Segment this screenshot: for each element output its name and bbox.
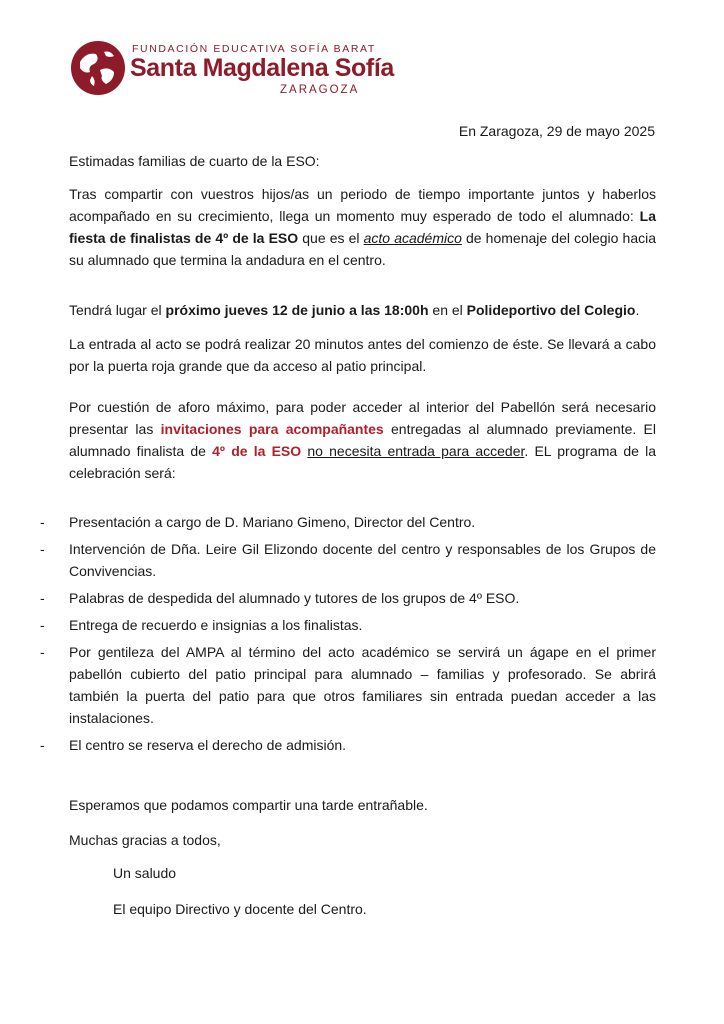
invitations-highlight: invitaciones para acompañantes	[160, 421, 384, 437]
greeting: Estimadas familias de cuarto de la ESO:	[69, 153, 320, 169]
bullet-dash: -	[40, 644, 45, 660]
thanks-line: Muchas gracias a todos,	[69, 832, 221, 848]
program-item: - Entrega de recuerdo e insignias a los finalistas.	[40, 614, 656, 636]
paragraph-when: Tendrá lugar el próximo jueves 12 de junio a las 18:00h en el Polideportivo del Colegio.	[69, 302, 640, 318]
bullet-dash: -	[40, 514, 45, 530]
academic-act: acto académico	[363, 230, 462, 246]
event-name: La fiesta de finalistas de 4º de la ESO	[69, 208, 656, 246]
program-item: - El centro se reserva el derecho de admisión.	[40, 734, 656, 756]
bullet-dash: -	[40, 590, 45, 606]
program-item: - Presentación a cargo de D. Mariano Gimeno, Director del Centro.	[40, 511, 656, 533]
closing-line: Esperamos que podamos compartir una tarde entrañable.	[69, 797, 428, 813]
paragraph-entrance: La entrada al acto se podrá realizar 20 minutos antes del comienzo de éste. Se llevará a cabo por la puerta roja grande que da acceso al patio principal.	[69, 336, 656, 374]
no-ticket-note: no necesita entrada para acceder	[307, 443, 525, 459]
city-name: ZARAGOZA	[280, 84, 360, 96]
paragraph-capacity: Por cuestión de aforo máximo, para poder acceder al interior del Pabellón será necesario presentar las invitaciones para acompañantes entregadas al alumnado previamente. El alumnado finalista de 4º de la ESO no necesita entrada para acceder. EL programa de la celebración será:	[69, 399, 657, 481]
program-item: - Palabras de despedida del alumnado y tutores de los grupos de 4º ESO.	[40, 587, 656, 609]
event-venue: Polideportivo del Colegio	[466, 302, 636, 318]
bullet-dash: -	[40, 541, 45, 557]
bullet-dash: -	[40, 737, 45, 753]
letter-date: En Zaragoza, 29 de mayo 2025	[458, 123, 655, 139]
program-item: - Intervención de Dña. Leire Gil Elizondo docente del centro y responsables de los Grupos de Convivencias.	[40, 538, 656, 582]
signature: El equipo Directivo y docente del Centro.	[113, 901, 367, 917]
event-datetime: próximo jueves 12 de junio a las 18:00h	[165, 302, 429, 318]
globe-heart-logo-icon	[70, 40, 126, 96]
foundation-name: FUNDACIÓN EDUCATIVA SOFÍA BARAT	[132, 43, 376, 55]
paragraph-intro: Tras compartir con vuestros hijos/as un periodo de tiempo importante juntos y haberlos acompañado en su crecimiento, llega un momento muy esperado de todo el alumnado: La fiesta de finalistas de 4º de la ESO que es el acto académico de homenaje del colegio hacia su alumnado que termina la andadura en el centro.	[69, 186, 657, 268]
grade-highlight: 4º de la ESO	[212, 443, 302, 459]
school-name: Santa Magdalena Sofía	[130, 54, 394, 82]
bullet-dash: -	[40, 617, 45, 633]
school-logo	[70, 40, 394, 100]
program-list	[40, 511, 656, 761]
salutation: Un saludo	[113, 865, 177, 881]
program-item: - Por gentileza del AMPA al término del acto académico se servirá un ágape en el primer pabellón cubierto del patio principal para alumnado – familias y profesorado. Se abrirá también la puerta del patio para que otros familiares sin entrada puedan acceder a las instalaciones.	[40, 641, 656, 729]
